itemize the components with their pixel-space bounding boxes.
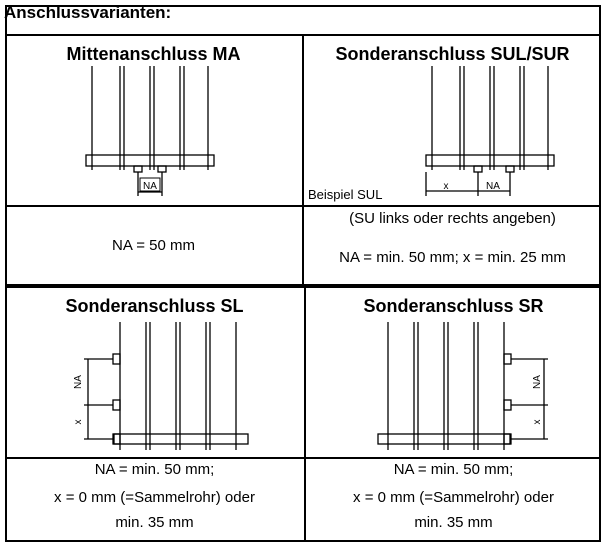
dim-label-na: NA — [486, 181, 500, 192]
cell-title-sul: Sonderanschluss SUL/SUR — [335, 44, 570, 64]
spec-sr-line1: NA = min. 50 mm; — [393, 461, 514, 478]
dim-label-x: x — [443, 181, 449, 192]
note-sul: (SU links oder rechts angeben) — [349, 210, 556, 227]
spec-ma: NA = 50 mm — [112, 237, 195, 254]
spec-sl-line2: x = 0 mm (=Sammelrohr) oder — [54, 489, 255, 506]
dim-label-na: NA — [532, 375, 543, 389]
dim-label-na: NA — [143, 181, 157, 192]
example-label-sul: Beispiel SUL — [308, 187, 383, 202]
cell-title-sr: Sonderanschluss SR — [363, 296, 544, 316]
spec-sr-line2: x = 0 mm (=Sammelrohr) oder — [353, 489, 554, 506]
spec-sl-line1: NA = min. 50 mm; — [94, 461, 215, 478]
dim-label-na: NA — [73, 375, 84, 389]
dim-label-x: x — [73, 419, 84, 425]
spec-sr-line3: min. 35 mm — [414, 514, 493, 531]
dim-label-x: x — [532, 419, 543, 425]
spec-sul: NA = min. 50 mm; x = min. 25 mm — [339, 249, 566, 266]
page-title: Anschlussvarianten: — [4, 3, 172, 22]
cell-title-sl: Sonderanschluss SL — [65, 296, 244, 316]
cell-title-ma: Mittenanschluss MA — [66, 44, 241, 64]
spec-sl-line3: min. 35 mm — [115, 514, 194, 531]
